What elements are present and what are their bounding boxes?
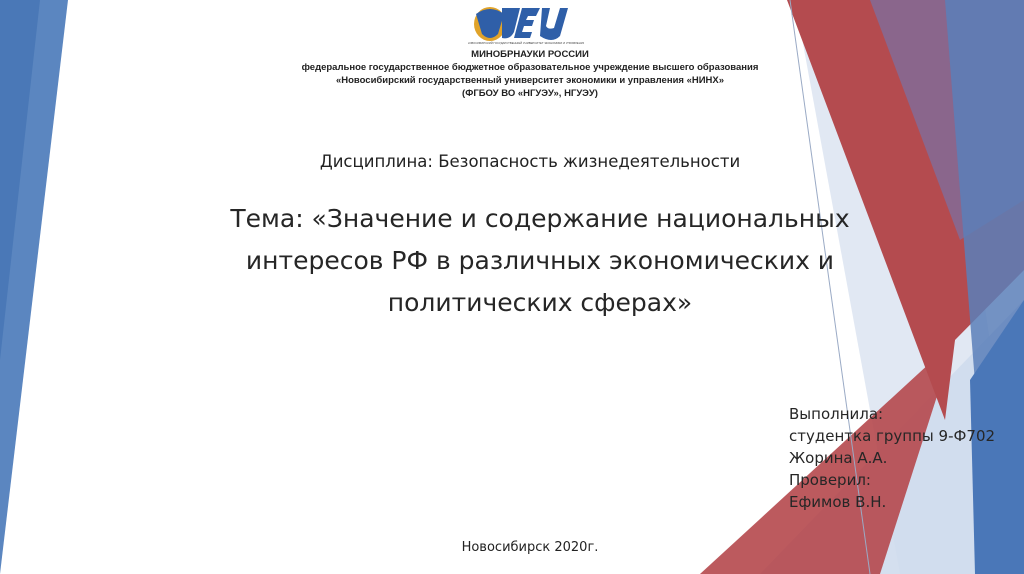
checker-name: Ефимов В.Н. — [789, 493, 887, 511]
university-logo-icon — [468, 2, 584, 46]
discipline-title: Дисциплина: Безопасность жизнедеятельности — [319, 152, 741, 171]
institution-line-3: (ФГБОУ ВО «НГУЭУ», НГУЭУ) — [462, 88, 598, 99]
institution-header — [230, 48, 830, 100]
checked-label: Проверил: — [789, 471, 871, 489]
performed-label: Выполнила: — [789, 405, 884, 423]
topic-line-3: политических сферах» — [387, 288, 693, 317]
student-name: Жорина А.А. — [789, 449, 888, 467]
signature-block — [789, 403, 995, 513]
city-year: Новосибирск 2020г. — [461, 540, 599, 555]
institution-line-2: «Новосибирский государственный университет экономики и управления «НИНХ» — [335, 75, 725, 86]
topic-line-1: Тема: «Значение и содержание национальных — [230, 204, 850, 233]
institution-line-1: федеральное государственное бюджетное образовательное учреждение высшего образования — [301, 62, 759, 73]
topic-line-2: интересов РФ в различных экономических и — [245, 246, 835, 275]
ministry-title: МИНОБРНАУКИ РОССИИ — [471, 49, 589, 60]
svg-text:НОВОСИБИРСКИЙ ГОСУДАРСТВЕННЫЙ: НОВОСИБИРСКИЙ ГОСУДАРСТВЕННЫЙ УНИВЕРСИТЕТ ЭКОНОМИКИ И УПРАВЛЕНИЯ — [468, 41, 584, 45]
student-group: студентка группы 9-Ф702 — [789, 427, 996, 445]
topic-title — [160, 198, 920, 324]
